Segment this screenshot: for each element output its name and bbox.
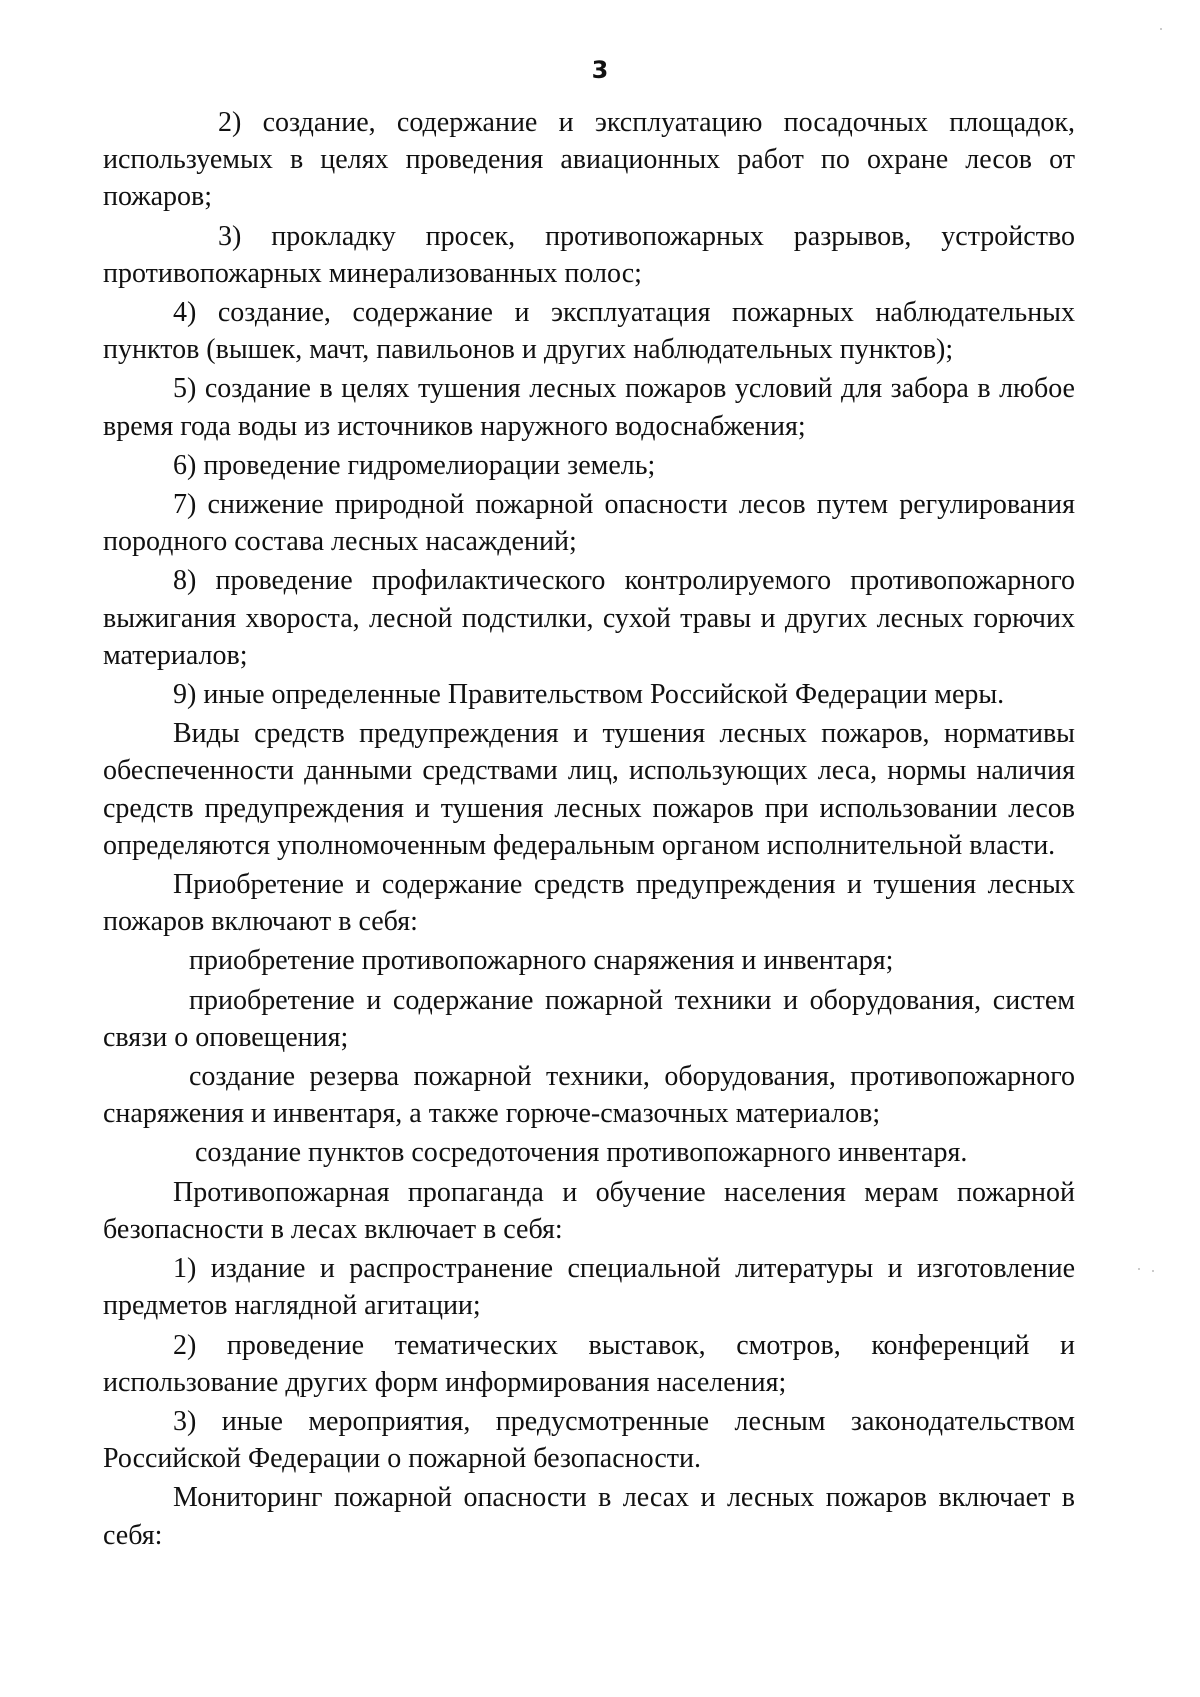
paragraph-acquisition: Приобретение и содержание средств предупреждения и тушения лесных пожаров включают в себя: [103,869,1075,938]
paragraph-concentration-points: создание пунктов сосредоточения противопожарного инвентаря. [195,1137,968,1169]
paragraph-item-7: 7) снижение природной пожарной опасности лесов путем регулирования породного состава лесных насаждений; [103,489,1075,558]
document-body [103,104,1075,1554]
scan-speck [1152,1270,1154,1272]
paragraph-monitoring: Мониторинг пожарной опасности в лесах и лесных пожаров включает в себя: [103,1482,1075,1551]
paragraph-propaganda-3: 3) иные мероприятия, предусмотренные лесным законодательством Российской Федерации о пожарной безопасности. [103,1405,1075,1475]
paragraph-item-4: 4) создание, содержание и эксплуатация пожарных наблюдательных пунктов (вышек, мачт, павильонов и других наблюдательных пунктов); [103,297,1075,366]
paragraph-item-3: 3) прокладку просек, противопожарных разрывов, устройство противопожарных минерализованных полос; [103,220,1075,289]
paragraph-reserve: создание резерва пожарной техники, оборудования, противопожарного снаряжения и инвентаря, а также горюче-смазочных материалов; [103,1061,1075,1130]
paragraph-propaganda-2: 2) проведение тематических выставок, смотров, конференций и использование других форм информирования населения; [103,1329,1075,1398]
paragraph-means-types: Виды средств предупреждения и тушения лесных пожаров, нормативы обеспеченности данными средствами лиц, использующих леса, нормы наличия средств предупреждения и тушения лесных пожаров при использовании лесов определяются уполномоченным федеральным органом исполнительной власти. [103,718,1075,861]
scan-speck [1138,1268,1140,1270]
paragraph-item-9: 9) иные определенные Правительством Российской Федерации меры. [173,679,1005,711]
paragraph-item-6: 6) проведение гидромелиорации земель; [173,449,656,481]
paragraph-item-5: 5) создание в целях тушения лесных пожаров условий для забора в любое время года воды из источников наружного водоснабжения; [103,373,1075,442]
paragraph-propaganda-1: 1) издание и распространение специальной литературы и изготовление предметов наглядной агитации; [103,1253,1075,1322]
page-number: 3 [591,56,609,84]
paragraph-acquisition-vehicles: приобретение и содержание пожарной техники и оборудования, систем связи о оповещения; [103,984,1075,1053]
paragraph-item-8: 8) проведение профилактического контролируемого противопожарного выжигания хвороста, лесной подстилки, сухой травы и других лесных горючих материалов; [103,565,1075,671]
paragraph-acquisition-equipment: приобретение противопожарного снаряжения и инвентаря; [189,945,894,977]
paragraph-item-2: 2) создание, содержание и эксплуатацию посадочных площадок, используемых в целях проведения авиационных работ по охране лесов от пожаров; [103,107,1075,213]
scan-speck [1160,28,1162,30]
paragraph-propaganda: Противопожарная пропаганда и обучение населения мерам пожарной безопасности в лесах включает в себя: [103,1176,1075,1245]
